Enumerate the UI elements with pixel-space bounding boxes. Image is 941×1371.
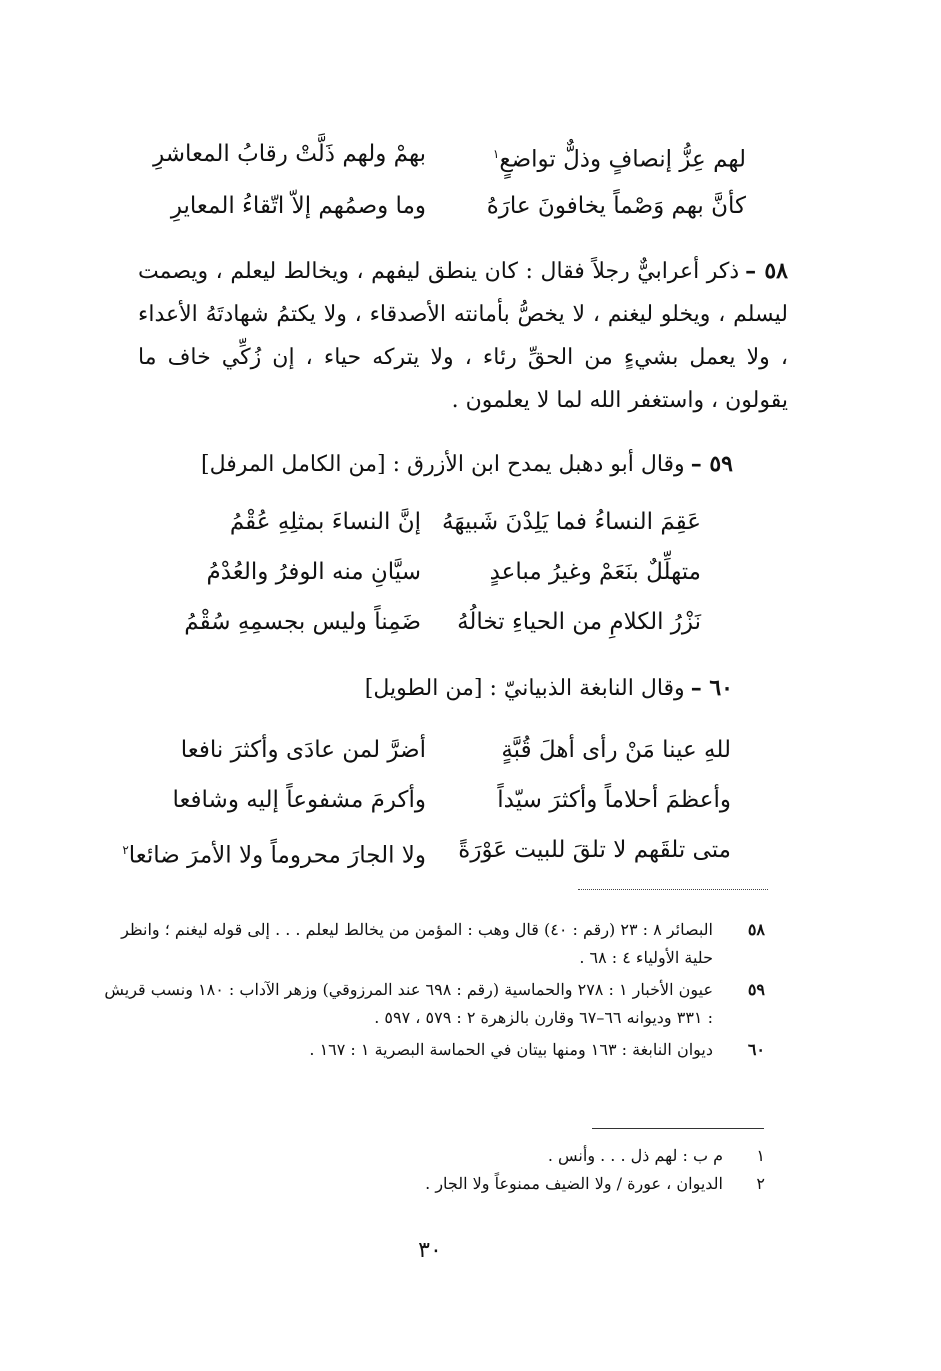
verse-60-2 <box>0 778 941 822</box>
section-heading-text: وقال أبو دهبل يمدح ابن الأزرق : [من الكامل المرفل] <box>200 452 685 477</box>
verse-60-1 <box>0 728 941 772</box>
verse-hemistich: ضَمِناً وليس بجسمِهِ سُقْمُ <box>184 609 421 635</box>
section-59-heading <box>201 444 733 485</box>
opening-verse-2 <box>0 184 941 228</box>
verse-hemistich: إنَّ النساءَ بمثلِهِ عُقْمُ <box>229 509 421 535</box>
verse-hemistich: نَزْرُ الكلامِ من الحياءِ تخالُهُ <box>457 609 701 635</box>
source-number: ٥٩ <box>747 980 765 999</box>
section-text: ذكر أعرابيٌّ رجلاً فقال : كان ينطق ليفهم ، ويخالط ليعلم ، ويصمت ليسلم ، ويخلو ليغنم ، لا يخصُّ بأمانته الأصدقاء ، ولا يكتمُ شهادتَهُ الأعداء ، ولا يعمل بشيءٍ من الحقِّ رئاء ، ولا يتركه حياء ، إن زُكِّي خاف ما يقولون ، واستغفر الله لما لا يعلمون . <box>138 259 788 413</box>
source-number: ٥٨ <box>747 920 765 939</box>
footnote-2 <box>300 1170 765 1198</box>
verse-59-2 <box>0 550 941 594</box>
section-number: ٥٩ – <box>690 451 733 477</box>
footnote-rule <box>592 1128 764 1129</box>
verse-59-3 <box>0 600 941 644</box>
verse-hemistich: للهِ عينا مَنْ رأى أهلَ قُبَّةٍ <box>501 737 731 763</box>
verse-hemistich: سيَّانِ منه الوفرُ والعُدْمُ <box>206 559 421 585</box>
source-text: عيون الأخبار ١ : ٢٧٨ والحماسية (رقم : ٦٩٨ عند المرزوقي) وزهر الآداب : ١٨٠ ونسب قريش : ٣٣١ وديوانه ٦٦–٦٧ وقارن بالزهرة ٢ : ٥٧٩ ، ٥٩٧ . <box>104 980 713 1027</box>
verse-hemistich: متى تلقَهم لا تلقَ للبيت عَوْرَةً <box>458 837 731 863</box>
source-number: ٦٠ <box>747 1040 765 1059</box>
source-note-58 <box>100 916 765 972</box>
verse-hemistich: بهمْ ولهم ذَلَّتْ رقابُ المعاشرِ <box>153 141 426 167</box>
verse-59-1 <box>0 500 941 544</box>
source-text: ديوان النابغة : ١٦٣ ومنها بيتان في الحماسة البصرية ١ : ١٦٧ . <box>309 1040 713 1059</box>
verse-hemistich: لهم عِزُّ إنصافٍ وذلٌّ تواضعٍ <box>499 146 746 173</box>
section-60-heading <box>365 668 733 709</box>
footnote-number: ١ <box>756 1146 765 1165</box>
footnote-number: ٢ <box>756 1174 765 1193</box>
verse-hemistich: عَقِمَ النساءُ فما يَلِدْنَ شَبيهَهُ <box>442 509 701 535</box>
verse-hemistich: ولا الجارَ محروماً ولا الأمرَ ضائعا <box>128 842 426 869</box>
verse-hemistich: كأنَّ بهم وَصْماً يخافونَ عارَهُ <box>486 193 746 219</box>
source-note-60 <box>100 1036 765 1064</box>
footnote-1 <box>300 1142 765 1170</box>
verse-hemistich: متهلِّلٌ بنَعَمْ وغيرُ مباعدٍ <box>489 559 701 585</box>
source-note-59 <box>100 976 765 1032</box>
footnote-marker: ١ <box>492 147 500 161</box>
footnote-text: الديوان ، عورة / ولا الضيف ممنوعاً ولا الجار . <box>425 1174 723 1193</box>
footnote-text: م ب : لهم ذل . . . وأنس . <box>547 1146 723 1165</box>
section-number: ٥٨ – <box>745 258 788 284</box>
verse-hemistich: أضرَّ لمن عادَى وأكثرَ نافعا <box>180 737 426 763</box>
verse-60-3 <box>0 828 941 872</box>
opening-verse-1 <box>0 132 941 176</box>
source-text: البصائر ٨ : ٢٣ (رقم : ٤٠) قال وهب : المؤمن من يخالط ليعلم . . . إلى قوله ليغنم ؛ وانظر حلية الأولياء ٤ : ٦٨ . <box>121 920 713 967</box>
section-number: ٦٠ – <box>690 675 733 701</box>
verse-hemistich: وما وصمُهم إلاّ اتّقاءُ المعايرِ <box>170 193 426 219</box>
section-heading-text: وقال النابغة الذبيانيّ : [من الطويل] <box>364 676 685 701</box>
dotted-separator <box>578 889 768 890</box>
section-58 <box>138 250 788 422</box>
page-number: ٣٠ <box>418 1238 442 1263</box>
verse-hemistich: وأعظمَ أحلاماً وأكثرَ سيّداً <box>497 787 731 813</box>
verse-hemistich: وأكرمَ مشفوعاً إليه وشافعا <box>172 787 426 813</box>
footnote-marker: ٢ <box>122 843 129 857</box>
